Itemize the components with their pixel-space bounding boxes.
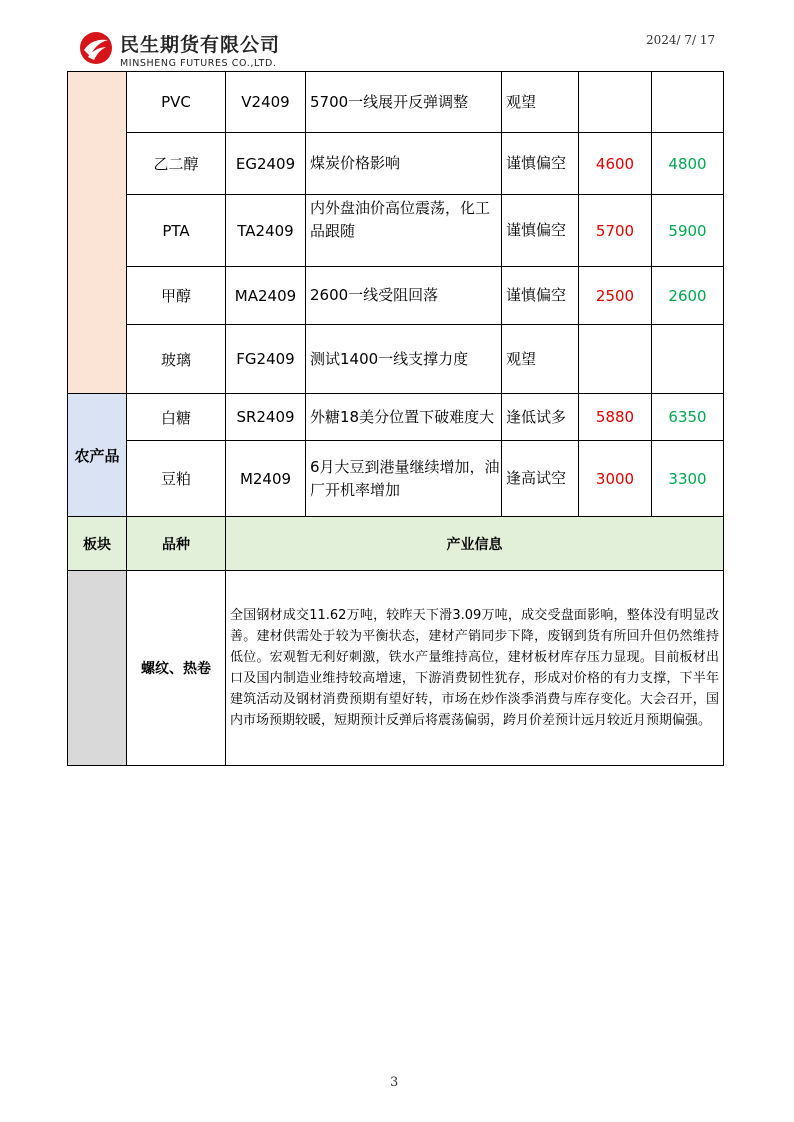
strategy-cell: 逢高试空 [502,441,579,517]
variety-cell: 玻璃 [127,325,226,394]
steel-sector-cell [68,571,127,766]
view-cell: 内外盘油价高位震荡，化工品跟随 [306,195,502,267]
view-cell: 煤炭价格影响 [306,133,502,195]
view-cell: 测试1400一线支撑力度 [306,325,502,394]
resistance-cell: 5900 [652,195,724,267]
company-name-en: MINSHENG FUTURES CO.,LTD. [120,58,277,69]
support-cell: 4600 [579,133,652,195]
table-row [68,325,724,394]
resistance-cell: 3300 [652,441,724,517]
view-cell: 外糖18美分位置下破难度大 [306,394,502,441]
agri-sector-cell: 农产品 [68,394,127,517]
table-row [68,441,724,517]
strategy-table [67,71,724,517]
table-row [68,571,724,766]
table-row [68,394,724,441]
support-cell [579,72,652,133]
variety-cell: 螺纹、热卷 [127,571,226,766]
info-cell: 全国钢材成交11.62万吨，较昨天下滑3.09万吨，成交受盘面影响，整体没有明显改善。建材供需处于较为平衡状态，建材产销同步下降，废钢到货有所回升但仍然维持低位。宏观暂无利好刺激，铁水产量维持高位，建材板材库存压力显现。目前板材出口及国内制造业维持较高增速，下游消费韧性犹存，形成对价格的有力支撑，下半年建筑活动及钢材消费预期有望好转，市场在炒作淡季消费与库存变化。大会召开，国内市场预期较暖，短期预计反弹后将震荡偏弱，跨月价差预计远月较近月预期偏强。 [226,571,724,766]
contract-cell: FG2409 [226,325,306,394]
contract-cell: SR2409 [226,394,306,441]
variety-cell: 白糖 [127,394,226,441]
view-cell: 5700一线展开反弹调整 [306,72,502,133]
header-sector: 板块 [68,517,127,571]
view-cell: 2600一线受阻回落 [306,267,502,325]
resistance-cell [652,325,724,394]
table-row [68,72,724,133]
minsheng-logo-icon [78,30,114,66]
support-cell: 3000 [579,441,652,517]
contract-cell: TA2409 [226,195,306,267]
variety-cell: 乙二醇 [127,133,226,195]
strategy-cell: 逢低试多 [502,394,579,441]
resistance-cell [652,72,724,133]
contract-cell: M2409 [226,441,306,517]
view-cell: 6月大豆到港量继续增加，油厂开机率增加 [306,441,502,517]
strategy-cell: 谨慎偏空 [502,195,579,267]
support-cell [579,325,652,394]
contract-cell: MA2409 [226,267,306,325]
strategy-cell: 观望 [502,325,579,394]
table-row [68,267,724,325]
support-cell: 2500 [579,267,652,325]
industry-info-table [67,516,724,766]
variety-cell: PVC [127,72,226,133]
chem-sector-cell [68,72,127,394]
page-number: 3 [390,1075,399,1090]
header-info: 产业信息 [226,517,724,571]
header-variety: 品种 [127,517,226,571]
strategy-cell: 谨慎偏空 [502,133,579,195]
resistance-cell: 6350 [652,394,724,441]
company-name-cn: 民生期货有限公司 [120,34,281,56]
contract-cell: EG2409 [226,133,306,195]
variety-cell: PTA [127,195,226,267]
resistance-cell: 2600 [652,267,724,325]
variety-cell: 豆粕 [127,441,226,517]
contract-cell: V2409 [226,72,306,133]
resistance-cell: 4800 [652,133,724,195]
strategy-cell: 观望 [502,72,579,133]
report-date: 2024/ 7/ 17 [646,33,716,47]
table-row [68,133,724,195]
company-logo [78,28,318,72]
variety-cell: 甲醇 [127,267,226,325]
support-cell: 5700 [579,195,652,267]
table-header-row [68,517,724,571]
support-cell: 5880 [579,394,652,441]
table-row [68,195,724,267]
strategy-cell: 谨慎偏空 [502,267,579,325]
